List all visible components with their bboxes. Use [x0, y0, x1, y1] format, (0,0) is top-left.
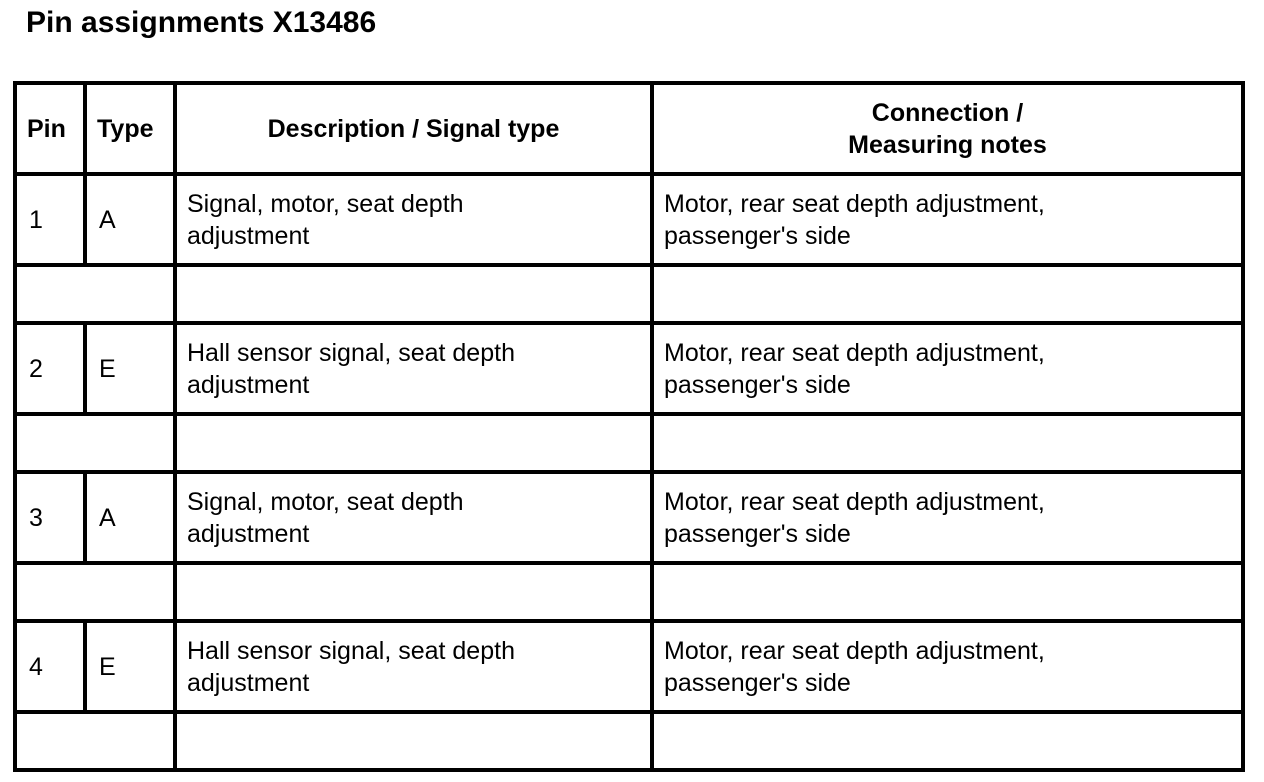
header-type: Type	[85, 83, 175, 174]
type-cell: A	[85, 174, 175, 265]
description-line1: Signal, motor, seat depth	[187, 189, 464, 218]
connection-cell	[652, 472, 1243, 563]
table-row	[15, 621, 1243, 712]
connection-cell	[652, 323, 1243, 414]
spacer-row	[15, 712, 1243, 770]
spacer-cell	[175, 712, 652, 770]
header-pin: Pin	[15, 83, 85, 174]
header-connection-line1: Connection /	[871, 98, 1024, 127]
connection-line1: Motor, rear seat depth adjustment,	[664, 189, 1045, 218]
type-cell: E	[85, 621, 175, 712]
connection-line1: Motor, rear seat depth adjustment,	[664, 338, 1045, 367]
description-cell	[175, 472, 652, 563]
description-cell	[175, 174, 652, 265]
pin-cell: 3	[15, 472, 85, 563]
pin-assignment-table	[13, 81, 1245, 772]
spacer-row	[15, 414, 1243, 472]
table-row	[15, 323, 1243, 414]
pin-cell: 4	[15, 621, 85, 712]
description-line1: Signal, motor, seat depth	[187, 487, 464, 516]
table-row	[15, 472, 1243, 563]
spacer-cell	[175, 265, 652, 323]
type-cell: A	[85, 472, 175, 563]
header-description: Description / Signal type	[175, 83, 652, 174]
description-line2: adjustment	[187, 221, 310, 250]
type-cell: E	[85, 323, 175, 414]
pin-cell: 1	[15, 174, 85, 265]
spacer-cell	[15, 712, 175, 770]
description-line1: Hall sensor signal, seat depth	[187, 338, 515, 367]
description-line2: adjustment	[187, 370, 310, 399]
description-line2: adjustment	[187, 668, 310, 697]
table-row	[15, 174, 1243, 265]
spacer-cell	[652, 712, 1243, 770]
spacer-cell	[15, 265, 175, 323]
spacer-row	[15, 265, 1243, 323]
spacer-row	[15, 563, 1243, 621]
spacer-cell	[15, 563, 175, 621]
spacer-cell	[15, 414, 175, 472]
spacer-cell	[652, 563, 1243, 621]
header-connection-line2: Measuring notes	[848, 130, 1047, 159]
description-line1: Hall sensor signal, seat depth	[187, 636, 515, 665]
table-header-row	[15, 83, 1243, 174]
spacer-cell	[175, 414, 652, 472]
spacer-cell	[652, 265, 1243, 323]
description-cell	[175, 323, 652, 414]
connection-line1: Motor, rear seat depth adjustment,	[664, 636, 1045, 665]
spacer-cell	[175, 563, 652, 621]
connection-line1: Motor, rear seat depth adjustment,	[664, 487, 1045, 516]
description-line2: adjustment	[187, 519, 310, 548]
connection-line2: passenger's side	[664, 221, 851, 250]
connection-cell	[652, 621, 1243, 712]
connection-line2: passenger's side	[664, 668, 851, 697]
header-connection	[652, 83, 1243, 174]
connection-cell	[652, 174, 1243, 265]
pin-cell: 2	[15, 323, 85, 414]
page-title: Pin assignments X13486	[26, 6, 377, 39]
description-cell	[175, 621, 652, 712]
spacer-cell	[652, 414, 1243, 472]
connection-line2: passenger's side	[664, 370, 851, 399]
connection-line2: passenger's side	[664, 519, 851, 548]
